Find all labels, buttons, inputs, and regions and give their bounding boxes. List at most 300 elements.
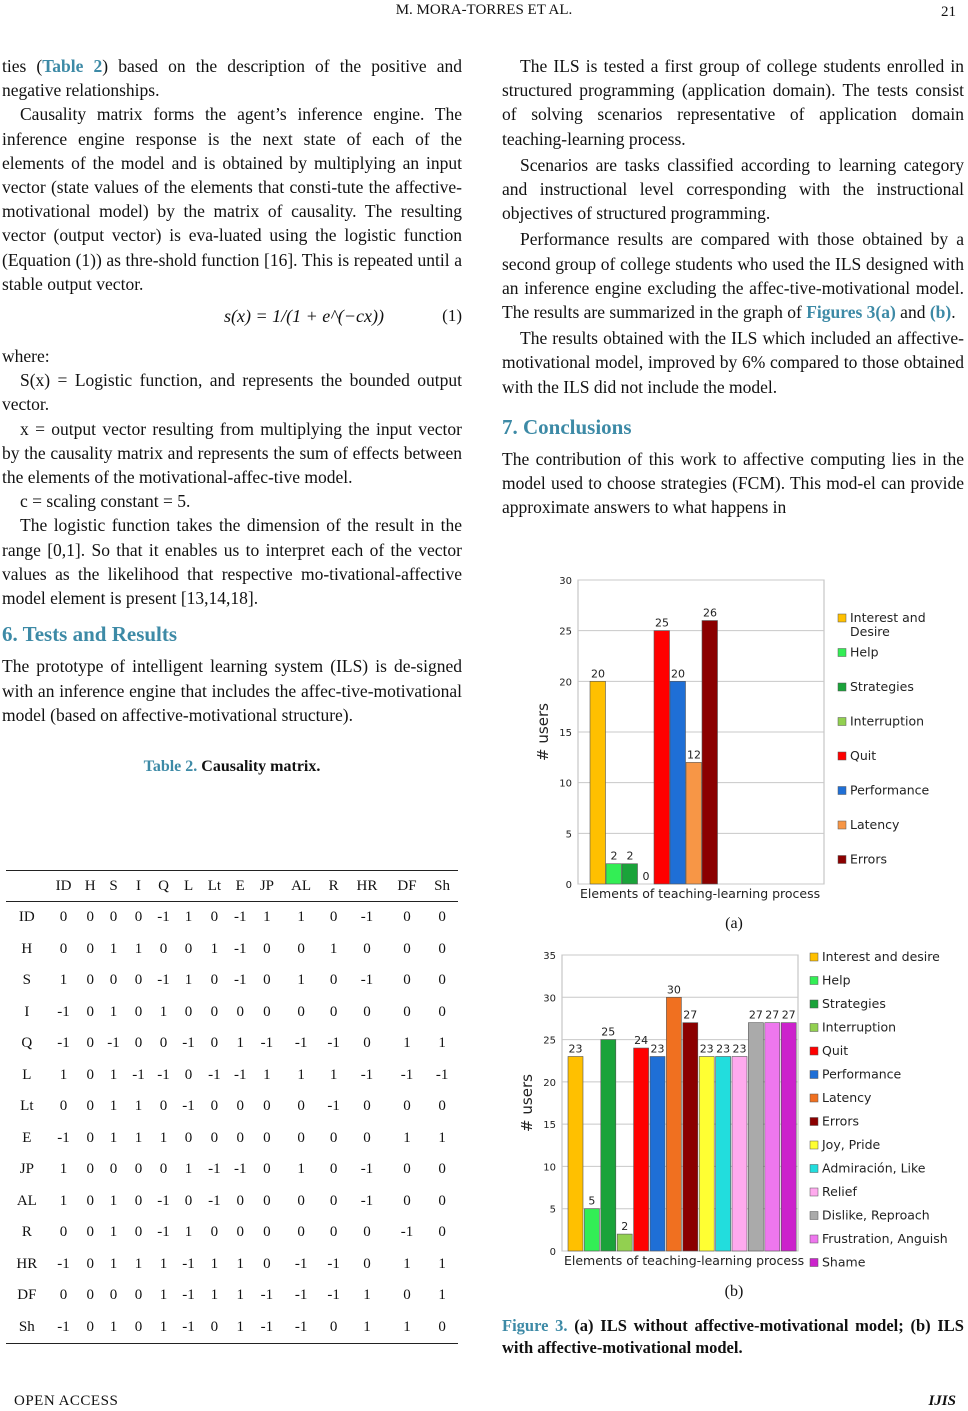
- table-cell: -1: [208, 1192, 221, 1209]
- table-cell: 0: [59, 909, 68, 926]
- legend-swatch: [810, 1000, 818, 1008]
- table-cell: 0: [134, 1035, 143, 1052]
- data-label: 27: [781, 1008, 796, 1022]
- legend-swatch: [810, 1094, 818, 1102]
- table-cell: -1: [294, 1035, 308, 1052]
- table-row: [6, 1249, 458, 1281]
- table-cell: 0: [297, 940, 305, 957]
- table-cell: -1: [400, 1066, 414, 1083]
- bar-relief: [732, 1056, 747, 1251]
- data-label: 27: [748, 1008, 763, 1022]
- table-cell: -1: [48, 1312, 80, 1344]
- legend-swatch: [810, 1188, 818, 1196]
- paragraph-causality-matrix: Causality matrix forms the agent’s inference engine. The inference engine response is the next state of each of the elements of the model and is obtained by multiplying an input vector (state values of the elements that consti-tute the affective-motivational model) by the matrix of causality. The resulting vector (output vector) is eva-luated using the logistic function (Equation (1)) as thre-shold function [16]. This is repeated until a stable output vector.: [2, 104, 462, 294]
- legend-entry: Strategies: [822, 996, 886, 1011]
- table-cell: 1: [159, 1255, 168, 1272]
- table-cell: 0: [134, 1192, 143, 1209]
- table-cell: 0: [403, 909, 411, 926]
- table-cell: 1: [388, 1312, 426, 1344]
- table-cell: 0: [86, 1035, 94, 1052]
- table-cell: 1: [134, 1129, 143, 1146]
- table-cell: -1: [327, 1035, 340, 1052]
- table-cell: 1: [363, 1287, 371, 1304]
- bar-admiraci-n-like: [716, 1056, 731, 1251]
- table-cell: 0: [79, 1312, 101, 1344]
- legend-swatch: [810, 1118, 818, 1126]
- table-cell: 0: [438, 1224, 446, 1241]
- table-cell: 1: [438, 1035, 446, 1052]
- data-label: 2: [626, 849, 634, 863]
- data-label: 23: [732, 1042, 747, 1056]
- table-cell: 0: [236, 1129, 244, 1146]
- figure-3b-label: (b): [724, 1283, 744, 1300]
- table-cell: 0: [403, 972, 411, 989]
- table-cell: 1: [403, 1129, 411, 1146]
- paragraph-ils-tested: The ILS is tested a first group of college students enrolled in structured programming (application domain). The tests consist of solving scenarios representative of application domain teaching-learning process.: [502, 56, 964, 149]
- table-cell: 0: [86, 972, 94, 989]
- bar-errors: [702, 621, 718, 884]
- table-cell: 1: [438, 1255, 446, 1272]
- table-cell: 0: [321, 1312, 346, 1344]
- y-tick-label: 30: [559, 576, 572, 587]
- table-cell: 1: [109, 1255, 118, 1272]
- table-cell: 0: [363, 1035, 371, 1052]
- text-fragment: and: [895, 302, 930, 323]
- table-cell: 0: [363, 1255, 371, 1272]
- bar-shame: [781, 1023, 796, 1251]
- data-label: 20: [671, 667, 685, 681]
- bar-interest-and-desire: [568, 1056, 583, 1251]
- table-cell: 1: [329, 1066, 338, 1083]
- table-cell: 0: [184, 1066, 193, 1083]
- definition-c: c = scaling constant = 5.: [20, 491, 191, 512]
- table-cell: -1: [208, 1161, 221, 1178]
- legend-swatch: [838, 821, 846, 829]
- table-cell: 1: [403, 1035, 411, 1052]
- paragraph-table-ref: [2, 54, 462, 102]
- table-cell: 0: [59, 1098, 68, 1115]
- table-cell: 0: [210, 909, 219, 926]
- table-cell: 0: [134, 1161, 143, 1178]
- table-row-header: Sh: [6, 1312, 48, 1344]
- table-row: [6, 1091, 458, 1123]
- table-cell: 0: [86, 1129, 94, 1146]
- legend-swatch: [838, 856, 846, 864]
- data-label: 23: [716, 1042, 731, 1056]
- table-cell: -1: [327, 1287, 340, 1304]
- bar-strategies: [601, 1040, 616, 1251]
- table-cell: 0: [403, 1287, 411, 1304]
- table-cell: 1: [134, 1098, 143, 1115]
- table-cell: -1: [327, 1255, 340, 1272]
- table-cell: 1: [159, 1003, 168, 1020]
- table-cell: 1: [109, 1003, 118, 1020]
- table-cell: 0: [263, 1003, 271, 1020]
- table-header-cell: L: [176, 871, 201, 902]
- table-cell: -1: [57, 1255, 70, 1272]
- y-tick-label: 0: [549, 1247, 556, 1258]
- bar-performance: [670, 681, 686, 884]
- table-row: [6, 902, 458, 934]
- table-cell: 1: [297, 1066, 305, 1083]
- table-header-cell: DF: [388, 871, 426, 902]
- table-header-cell: HR: [346, 871, 388, 902]
- paragraph-conclusions: The contribution of this work to affective computing lies in the model used to choose strategies (FCM). This mod-el can provide approximate answers to what happens in: [502, 449, 964, 518]
- table-row: [6, 1280, 458, 1312]
- table-cell: -1: [157, 909, 170, 926]
- table-cell: 1: [109, 1224, 118, 1241]
- paragraph-performance: [502, 227, 964, 324]
- table-cell: 0: [184, 1129, 193, 1146]
- table-cell: 1: [236, 1255, 244, 1272]
- table-cell: 0: [184, 1003, 193, 1020]
- table-cell: 1: [101, 1312, 126, 1344]
- table-row-header: ID: [18, 909, 35, 926]
- y-axis-label: # users: [518, 1074, 536, 1132]
- table-cell: 0: [134, 1224, 143, 1241]
- table-cell: 1: [297, 909, 305, 926]
- legend-swatch: [838, 718, 846, 726]
- table-cell: 1: [109, 1192, 118, 1209]
- legend-swatch: [838, 752, 846, 760]
- table-cell: 0: [86, 1161, 94, 1178]
- data-label: 2: [621, 1220, 629, 1234]
- legend-entry: Joy, Pride: [822, 1137, 881, 1152]
- table-cell: 1: [134, 940, 143, 957]
- table-cell: -1: [260, 1287, 274, 1304]
- y-tick-label: 25: [543, 1035, 556, 1047]
- table-cell: 0: [109, 972, 118, 989]
- table-cell: 0: [86, 1066, 94, 1083]
- legend-entry: Dislike, Reproach: [822, 1207, 930, 1223]
- x-axis-label: Elements of teaching-learning process: [564, 1253, 805, 1268]
- footer-journal: IJIS: [928, 1393, 956, 1409]
- figure-3b-chart: [520, 943, 960, 1278]
- table-cell: 0: [329, 1224, 338, 1241]
- table-cell: 1: [109, 940, 118, 957]
- table-2-link[interactable]: Table 2: [42, 56, 103, 76]
- table-row: [6, 1123, 458, 1155]
- legend-entry: Errors: [850, 851, 887, 867]
- table-cell: -1: [360, 909, 374, 926]
- table-cell: -1: [400, 1224, 414, 1241]
- data-label: 23: [568, 1042, 583, 1056]
- table-cell: 0: [236, 1098, 244, 1115]
- table-cell: 0: [210, 1035, 219, 1052]
- text-fragment: .: [951, 302, 956, 323]
- table-row-header: I: [24, 1003, 30, 1020]
- y-tick-label: 5: [565, 829, 572, 841]
- y-tick-label: 15: [559, 728, 572, 739]
- table-cell: 0: [210, 972, 219, 989]
- y-tick-label: 20: [543, 1077, 556, 1089]
- table-cell: -1: [233, 909, 247, 926]
- table-header-row: [6, 871, 458, 902]
- table-cell: 0: [403, 940, 411, 957]
- x-axis-label: Elements of teaching-learning process: [580, 886, 821, 901]
- data-label: 12: [687, 748, 701, 762]
- table-cell: -1: [182, 1098, 195, 1115]
- table-cell: 0: [236, 1003, 244, 1020]
- table-cell: -1: [182, 1287, 195, 1304]
- data-label: 27: [683, 1008, 698, 1022]
- y-tick-label: 25: [559, 626, 572, 638]
- figure-3b-link[interactable]: (b): [929, 302, 952, 323]
- table-cell: 0: [329, 1003, 338, 1020]
- table-cell: -1: [233, 1161, 247, 1178]
- figure-caption-text: (a) ILS without affective-motivational model; (b) ILS with affective-motivational model.: [502, 1316, 964, 1357]
- table-cell: -1: [208, 1066, 221, 1083]
- table-cell: 1: [236, 1287, 244, 1304]
- data-label: 23: [650, 1042, 665, 1056]
- y-tick-label: 10: [543, 1162, 556, 1174]
- table-cell: 0: [86, 1098, 94, 1115]
- table-cell: -1: [182, 1035, 195, 1052]
- legend-swatch: [838, 683, 846, 691]
- table-cell: 1: [210, 940, 219, 957]
- legend-swatch: [810, 1235, 818, 1243]
- data-label: 24: [634, 1034, 649, 1048]
- legend-entry: Quit: [850, 748, 877, 763]
- table-cell: 0: [263, 1192, 271, 1209]
- figure-3a-chart: [534, 568, 950, 908]
- logistic-equation: s(x) = 1/(1 + e^(−cx)): [224, 306, 384, 327]
- paragraph-scenarios: Scenarios are tasks classified according to learning category and instructional level corresponding with the instructional objectives of structured programming.: [502, 154, 964, 224]
- table-cell: 0: [329, 972, 338, 989]
- legend-swatch: [810, 1165, 818, 1173]
- table-cell: 0: [363, 940, 371, 957]
- table-cell: -1: [435, 1066, 449, 1083]
- table-cell: 0: [438, 1161, 446, 1178]
- table-caption-text: Causality matrix.: [197, 758, 321, 776]
- equation-number: (1): [442, 306, 462, 326]
- table-cell: 0: [438, 972, 446, 989]
- table-cell: 0: [86, 1003, 94, 1020]
- table-cell: 1: [59, 1066, 68, 1083]
- y-axis-label: # users: [534, 703, 552, 761]
- table-cell: 0: [210, 1003, 219, 1020]
- table-cell: 1: [109, 1066, 118, 1083]
- legend-entry: Shame: [822, 1254, 866, 1270]
- table-cell: -1: [253, 1312, 281, 1344]
- table-cell: 0: [134, 972, 143, 989]
- legend-entry: Interest and desire: [822, 949, 940, 964]
- table-caption-label: Table 2.: [143, 758, 198, 776]
- table-cell: 0: [159, 1161, 168, 1178]
- figure-3a-label: (a): [725, 915, 743, 932]
- table-cell: 0: [438, 1192, 446, 1209]
- table-cell: -1: [132, 1066, 145, 1083]
- table-cell: 0: [329, 1192, 338, 1209]
- table-cell: 1: [263, 1066, 271, 1083]
- table-cell: -1: [57, 1129, 70, 1146]
- table-cell: 0: [329, 909, 338, 926]
- y-tick-label: 15: [543, 1120, 556, 1132]
- bar-dislike-reproach: [748, 1023, 763, 1251]
- paragraph-logistic-function: The logistic function takes the dimension of the result in the range [0,1]. So that it enables us to interpret each of the vector values as the likelihood that respective mo-tivational-affective model element is present [13,14,18].: [2, 515, 462, 609]
- table-cell: -1: [260, 1035, 274, 1052]
- text-fragment: ties (: [2, 56, 43, 76]
- table-cell: 0: [86, 1287, 94, 1304]
- legend-entry: Admiración, Like: [822, 1160, 926, 1176]
- data-label: 20: [591, 667, 605, 681]
- legend-swatch: [838, 787, 846, 795]
- bar-errors: [683, 1023, 698, 1251]
- table-row: [6, 1312, 458, 1344]
- text-fragment: Performance results are compared with those obtained by a second group of college students who used the ILS designed with an inference engine excluding the affec-tive-motivational model. The results are summarized in the graph of: [502, 229, 964, 323]
- table-cell: -1: [294, 1255, 308, 1272]
- table-row: [6, 1154, 458, 1186]
- table-cell: 0: [134, 1003, 143, 1020]
- table-row: [6, 965, 458, 997]
- legend-swatch: [810, 1141, 818, 1149]
- table-cell: 0: [438, 940, 446, 957]
- table-cell: -1: [157, 1066, 170, 1083]
- table-header-cell: E: [228, 871, 253, 902]
- table-cell: 1: [159, 1129, 168, 1146]
- footer-open-access: OPEN ACCESS: [14, 1393, 119, 1409]
- table-header-cell: ID: [48, 871, 80, 902]
- table-cell: 0: [236, 1224, 244, 1241]
- table-cell: 0: [126, 1312, 151, 1344]
- table-cell: 0: [297, 1003, 305, 1020]
- table-cell: 0: [329, 1161, 338, 1178]
- table-cell: 1: [159, 1287, 168, 1304]
- data-label: 30: [666, 983, 681, 997]
- table-cell: 0: [263, 1255, 271, 1272]
- table-cell: 1: [403, 1255, 411, 1272]
- table-cell: 0: [297, 1098, 305, 1115]
- data-label: 25: [601, 1025, 616, 1039]
- right-column: [502, 54, 964, 520]
- table-cell: 0: [403, 1098, 411, 1115]
- y-tick-label: 5: [549, 1204, 556, 1216]
- definition-x: x = output vector resulting from multiplying the input vector by the causality matrix and represents the sum of effects between the elements of the motivational-affec-tive model.: [2, 418, 462, 488]
- legend-entry: Latency: [850, 817, 900, 832]
- table-row-header: H: [21, 940, 33, 957]
- table-cell: -1: [233, 972, 247, 989]
- table-cell: 1: [297, 1161, 305, 1178]
- legend-swatch: [810, 977, 818, 985]
- y-tick-label: 30: [543, 993, 556, 1005]
- table-cell: 0: [86, 909, 94, 926]
- y-tick-label: 35: [543, 951, 556, 962]
- table-cell: 0: [59, 1224, 68, 1241]
- data-label: 23: [699, 1042, 714, 1056]
- table-cell: 1: [184, 909, 193, 926]
- paragraph-results: The results obtained with the ILS which included an affective-motivational model, improved by 6% compared to those obtained with the ILS did not include the model.: [502, 328, 964, 397]
- table-header-cell: H: [79, 871, 101, 902]
- legend-entry: Performance: [850, 782, 930, 798]
- table-row: [6, 1217, 458, 1249]
- table-row-header: DF: [17, 1287, 37, 1304]
- table-cell: -1: [360, 1192, 374, 1209]
- table-header-cell: [6, 871, 48, 902]
- table-cell: 0: [403, 1161, 411, 1178]
- table-cell: 0: [438, 909, 446, 926]
- table-cell: 1: [59, 1161, 68, 1178]
- bar-joy-pride: [699, 1056, 714, 1251]
- figure-3-caption: [502, 1315, 964, 1359]
- table-row-header: Lt: [20, 1098, 34, 1115]
- table-cell: 0: [201, 1312, 228, 1344]
- table-cell: 0: [263, 972, 271, 989]
- table-cell: 0: [297, 1129, 305, 1146]
- table-cell: 0: [134, 1287, 143, 1304]
- table-cell: 0: [263, 1161, 271, 1178]
- table-cell: -1: [57, 1035, 70, 1052]
- table-row-header: L: [22, 1066, 32, 1083]
- table-row-header: S: [22, 972, 32, 989]
- running-header-author: M. MORA-TORRES ET AL.: [395, 2, 573, 18]
- table-cell: 1: [438, 1287, 446, 1304]
- table-cell: -1: [360, 972, 374, 989]
- data-label: 26: [703, 606, 717, 620]
- table-cell: 0: [109, 1287, 118, 1304]
- figure-caption-label: Figure 3.: [502, 1316, 568, 1335]
- table-cell: 1: [438, 1129, 446, 1146]
- left-column: [2, 54, 462, 779]
- figure-3a-link[interactable]: Figures 3(a): [806, 302, 896, 323]
- legend-entry: Errors: [822, 1113, 859, 1129]
- table-row-header: R: [21, 1224, 32, 1241]
- legend-swatch: [810, 1212, 818, 1220]
- table-cell: 0: [86, 1224, 94, 1241]
- table-header-cell: Sh: [426, 871, 458, 902]
- table-cell: -1: [327, 1098, 340, 1115]
- table-cell: 1: [109, 1098, 118, 1115]
- bar-interruption: [617, 1234, 632, 1251]
- table-row: [6, 1028, 458, 1060]
- bar-strategies: [622, 864, 638, 884]
- table-cell: 0: [134, 909, 143, 926]
- table-cell: -1: [57, 1003, 70, 1020]
- table-cell: 0: [438, 1098, 446, 1115]
- table-cell: -1: [157, 1224, 170, 1241]
- bar-latency: [666, 997, 681, 1251]
- legend-entry: Interest and Desire: [850, 610, 926, 639]
- table-cell: 0: [438, 1003, 446, 1020]
- table-cell: 0: [263, 1098, 271, 1115]
- table-cell: -1: [233, 940, 247, 957]
- legend-entry: Frustration, Anguish: [822, 1231, 948, 1246]
- table-cell: -1: [360, 1066, 374, 1083]
- y-tick-label: 0: [565, 880, 572, 891]
- table-cell: 0: [297, 1224, 305, 1241]
- table-header-cell: Lt: [201, 871, 228, 902]
- where-label: where:: [2, 346, 50, 367]
- table-cell: 0: [159, 1098, 168, 1115]
- table-cell: 1: [184, 1161, 193, 1178]
- table-cell: 1: [236, 1035, 244, 1052]
- table-cell: 0: [86, 1192, 94, 1209]
- legend-swatch: [838, 614, 846, 622]
- table-cell: 0: [297, 1192, 305, 1209]
- table-cell: 0: [363, 1129, 371, 1146]
- table-row: [6, 934, 458, 966]
- legend-swatch: [810, 1071, 818, 1079]
- bar-interest-and-desire: [590, 681, 606, 884]
- table-cell: 0: [363, 1224, 371, 1241]
- table-cell: 1: [59, 972, 68, 989]
- table-cell: 0: [210, 1129, 219, 1146]
- legend-entry: Quit: [822, 1043, 849, 1058]
- table-header-cell: I: [126, 871, 151, 902]
- y-tick-label: 10: [559, 778, 572, 790]
- table-cell: 0: [86, 1255, 94, 1272]
- table-cell: 0: [59, 1287, 68, 1304]
- causality-matrix-table: [6, 870, 458, 1344]
